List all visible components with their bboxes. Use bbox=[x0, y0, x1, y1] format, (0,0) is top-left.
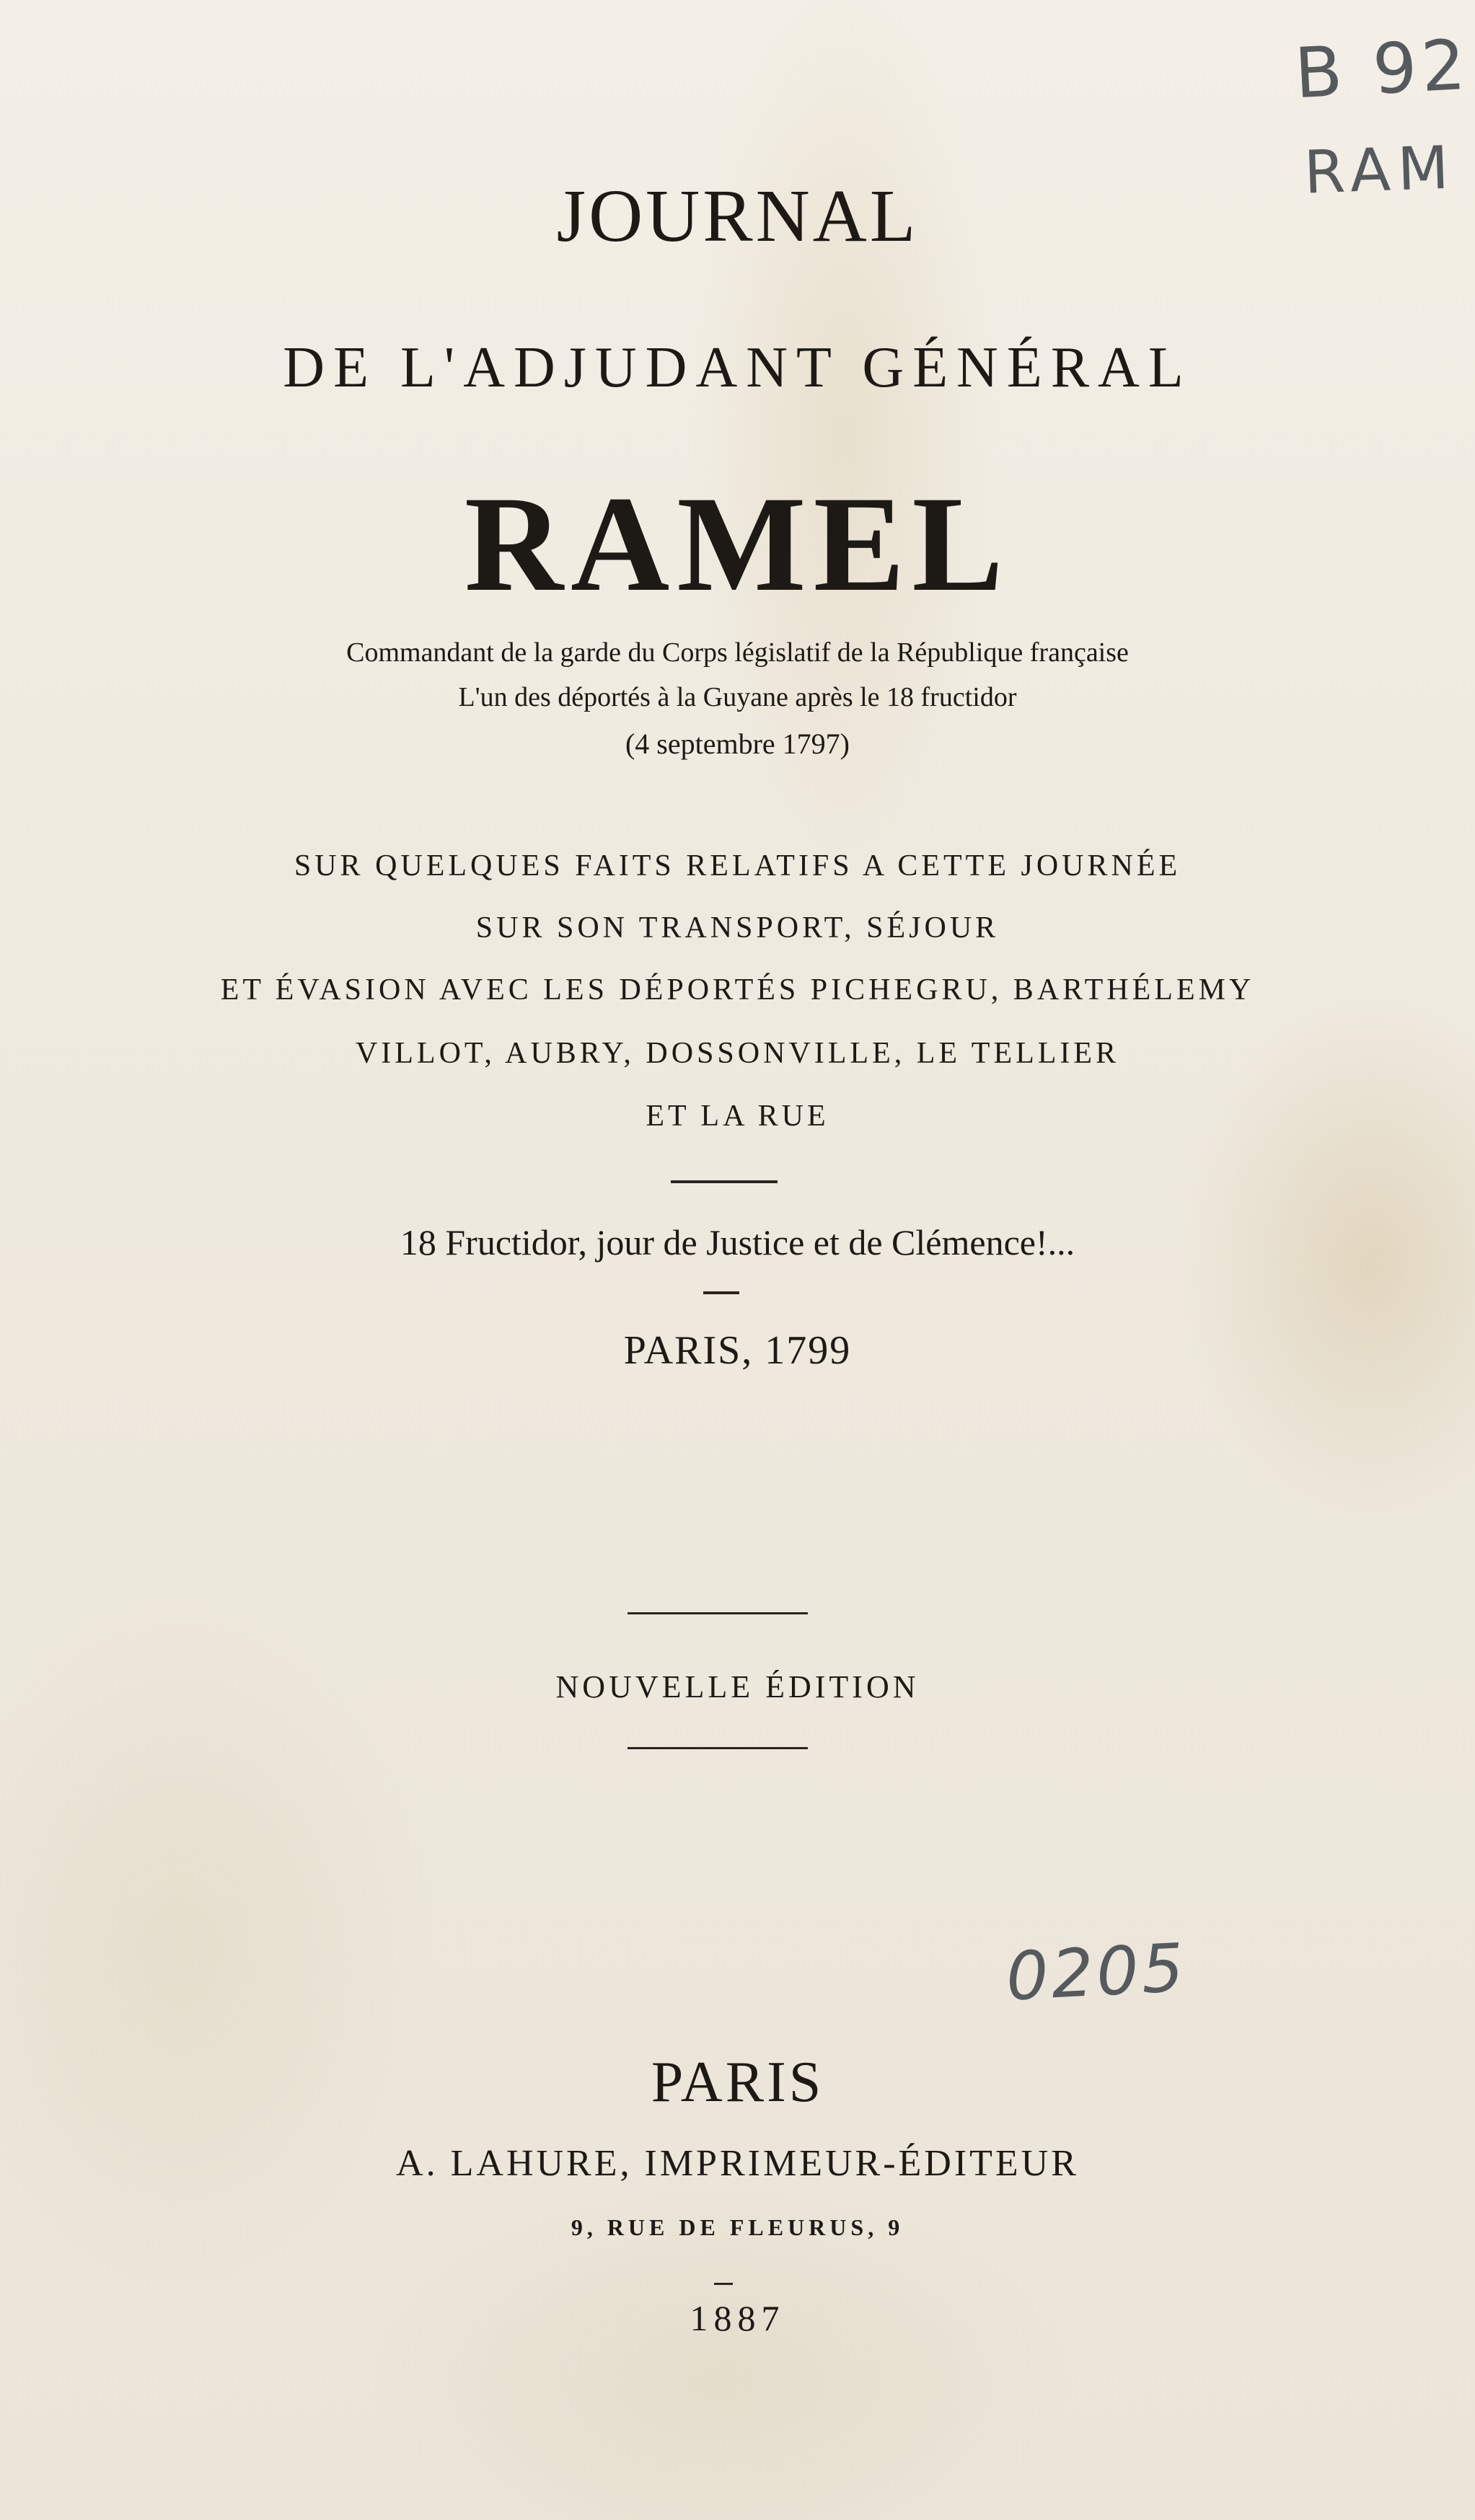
divider-rule bbox=[628, 1747, 808, 1749]
handwritten-shelfmark: RAM bbox=[1303, 133, 1458, 208]
subtitle-line: L'un des déportés à la Guyane après le 18 fructidor bbox=[458, 682, 1017, 712]
handwritten-inventory-number: 0205 bbox=[1004, 1929, 1189, 2016]
handwritten-shelfmark: B 92 bbox=[1293, 24, 1472, 115]
edition-statement: NOUVELLE ÉDITION bbox=[555, 1669, 920, 1705]
original-imprint: PARIS, 1799 bbox=[623, 1328, 852, 1373]
publisher-name: A. LAHURE, IMPRIMEUR-ÉDITEUR bbox=[396, 2143, 1079, 2184]
title-journal: JOURNAL bbox=[556, 174, 919, 257]
title-rank: DE L'ADJUDANT GÉNÉRAL bbox=[283, 336, 1192, 399]
description-line: SUR QUELQUES FAITS RELATIFS A CETTE JOURNÉE bbox=[294, 849, 1181, 883]
author-name: RAMEL bbox=[464, 469, 1011, 620]
subtitle-line: Commandant de la garde du Corps législatif de la République française bbox=[346, 637, 1129, 668]
publisher-city: PARIS bbox=[651, 2051, 824, 2114]
publication-year: 1887 bbox=[690, 2298, 785, 2338]
motto: 18 Fructidor, jour de Justice et de Clémence!... bbox=[400, 1222, 1075, 1263]
description-line: ET LA RUE bbox=[646, 1100, 829, 1133]
description-line: VILLOT, AUBRY, DOSSONVILLE, LE TELLIER bbox=[355, 1037, 1120, 1070]
divider-rule bbox=[628, 1612, 808, 1614]
subtitle-date: (4 septembre 1797) bbox=[625, 728, 850, 760]
description-line: SUR SON TRANSPORT, SÉJOUR bbox=[475, 911, 1000, 945]
description-line: ET ÉVASION AVEC LES DÉPORTÉS PICHEGRU, BARTHÉLEMY bbox=[220, 973, 1255, 1007]
publisher-address: 9, RUE DE FLEURUS, 9 bbox=[571, 2214, 904, 2240]
divider-short bbox=[703, 1291, 739, 1294]
divider-short bbox=[714, 2283, 733, 2285]
divider-rule bbox=[671, 1180, 778, 1183]
